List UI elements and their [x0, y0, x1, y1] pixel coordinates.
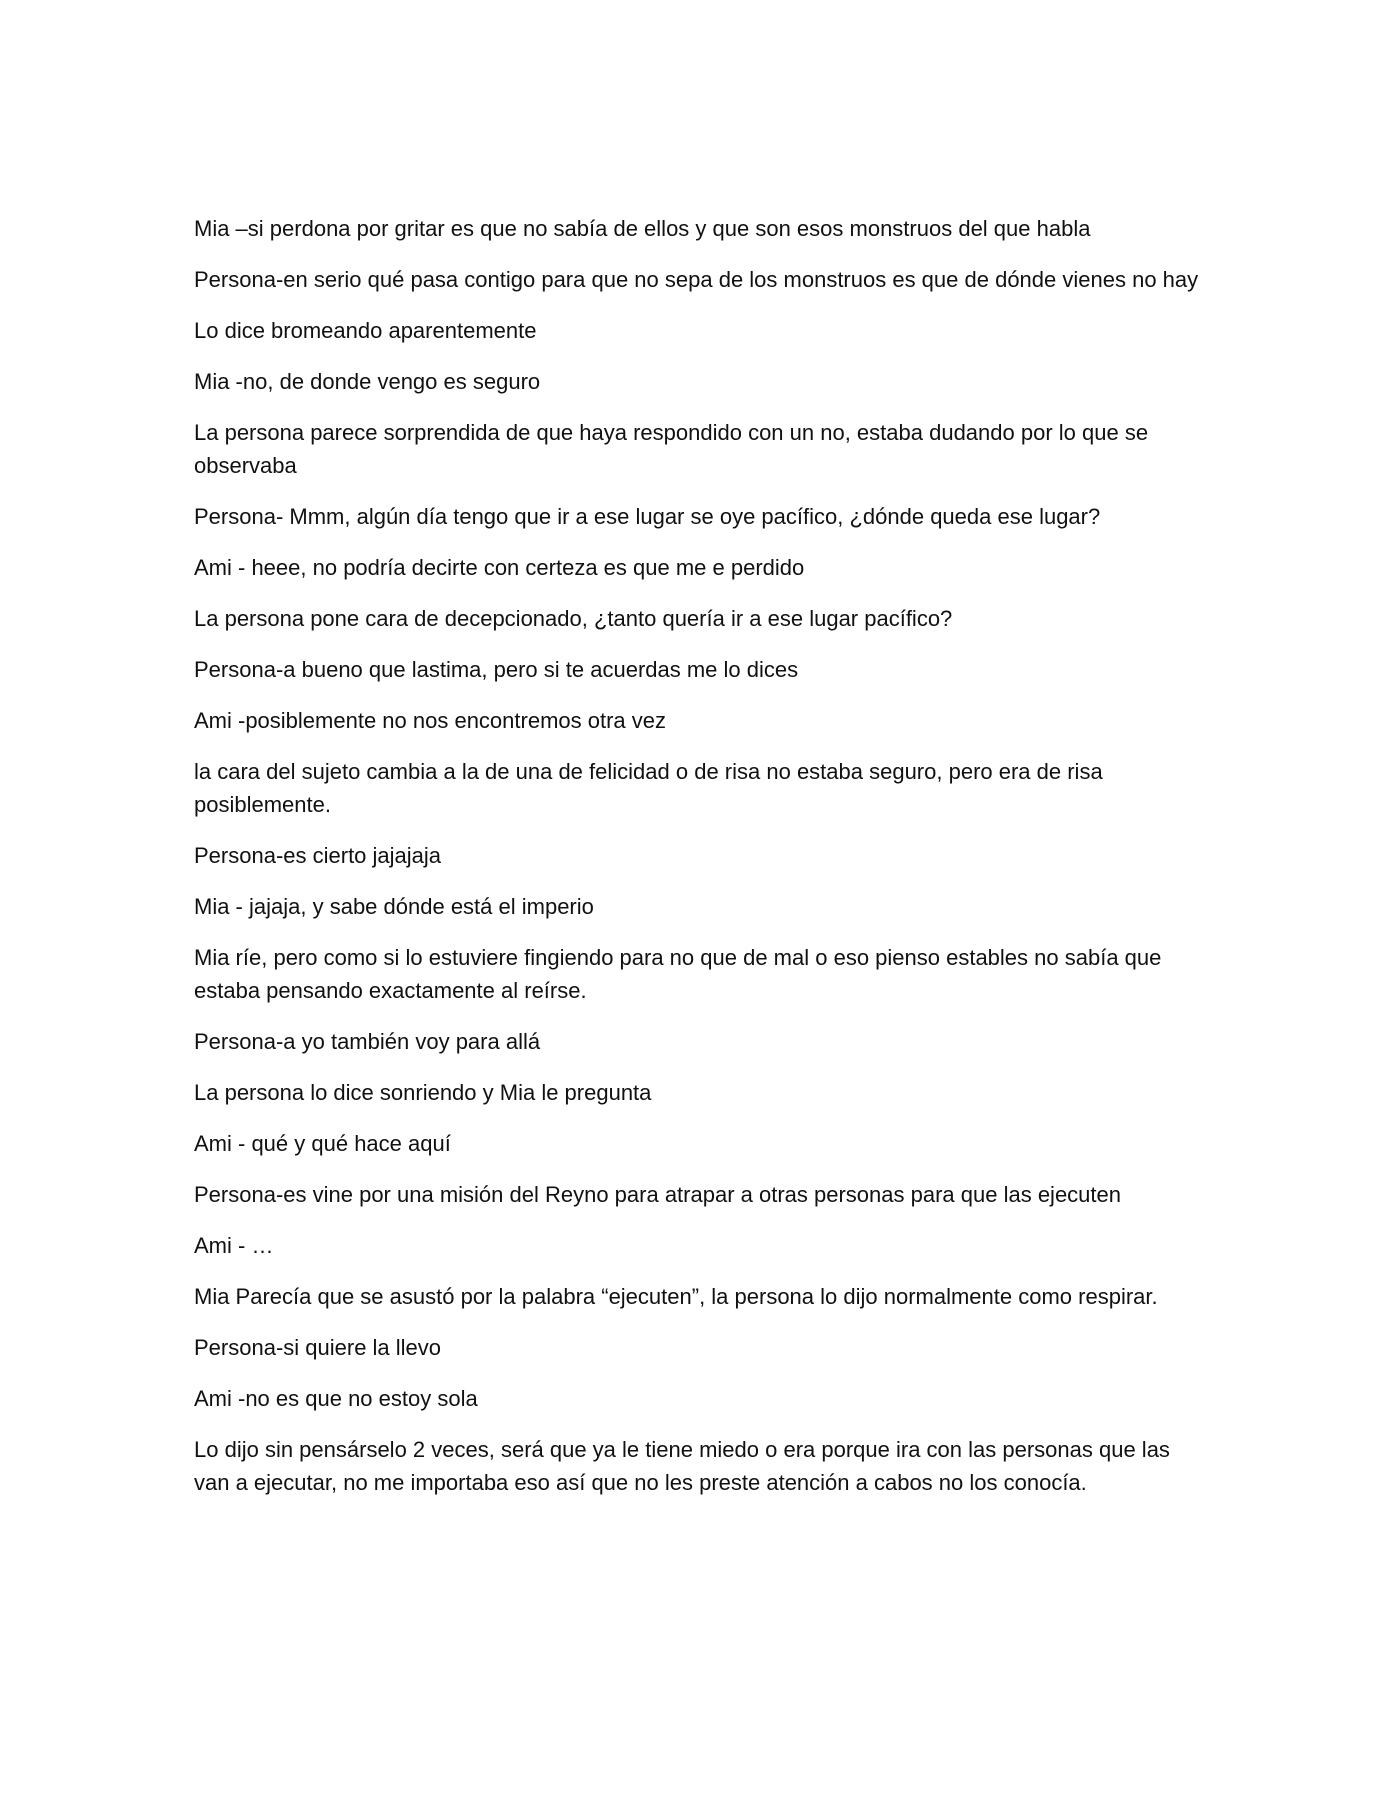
- paragraph: Ami - …: [194, 1233, 274, 1258]
- paragraph: Persona- Mmm, algún día tengo que ir a ese lugar se oye pacífico, ¿dónde queda ese lugar?: [194, 504, 1101, 529]
- paragraph: Mia ríe, pero como si lo estuviere fingiendo para no que de mal o eso pienso estables no sabía que estaba pensando exactamente al reírse.: [194, 945, 1162, 1003]
- paragraph: Lo dijo sin pensárselo 2 veces, será que ya le tiene miedo o era porque ira con las personas que las van a ejecutar, no me importaba eso así que no les preste atención a cabos no los conocía.: [194, 1437, 1170, 1495]
- paragraph: Persona-a bueno que lastima, pero si te acuerdas me lo dices: [194, 657, 799, 682]
- paragraph: Persona-en serio qué pasa contigo para que no sepa de los monstruos es que de dónde vienes no hay: [194, 267, 1199, 292]
- paragraph: Ami - qué y qué hace aquí: [194, 1131, 451, 1156]
- paragraph: Persona-es cierto jajajaja: [194, 843, 442, 868]
- paragraph: Lo dice bromeando aparentemente: [194, 318, 537, 343]
- paragraph: Ami - heee, no podría decirte con certeza es que me e perdido: [194, 555, 805, 580]
- paragraph: Mia - jajaja, y sabe dónde está el imperio: [194, 894, 594, 919]
- paragraph: Persona-a yo también voy para allá: [194, 1029, 541, 1054]
- paragraph: Mia Parecía que se asustó por la palabra “ejecuten”, la persona lo dijo normalmente como respirar.: [194, 1284, 1158, 1309]
- paragraph: Ami -posiblemente no nos encontremos otra vez: [194, 708, 667, 733]
- paragraph: Ami -no es que no estoy sola: [194, 1386, 478, 1411]
- paragraph: La persona parece sorprendida de que haya respondido con un no, estaba dudando por lo que se observaba: [194, 420, 1149, 478]
- paragraph: la cara del sujeto cambia a la de una de felicidad o de risa no estaba seguro, pero era de risa posiblemente.: [194, 759, 1103, 817]
- document-body: [194, 212, 1204, 1517]
- paragraph: La persona lo dice sonriendo y Mia le pregunta: [194, 1080, 652, 1105]
- paragraph: Persona-si quiere la llevo: [194, 1335, 442, 1360]
- paragraph: Mia –si perdona por gritar es que no sabía de ellos y que son esos monstruos del que habla: [194, 216, 1091, 241]
- paragraph: La persona pone cara de decepcionado, ¿tanto quería ir a ese lugar pacífico?: [194, 606, 953, 631]
- paragraph: Persona-es vine por una misión del Reyno para atrapar a otras personas para que las ejecuten: [194, 1182, 1121, 1207]
- paragraph: Mia -no, de donde vengo es seguro: [194, 369, 541, 394]
